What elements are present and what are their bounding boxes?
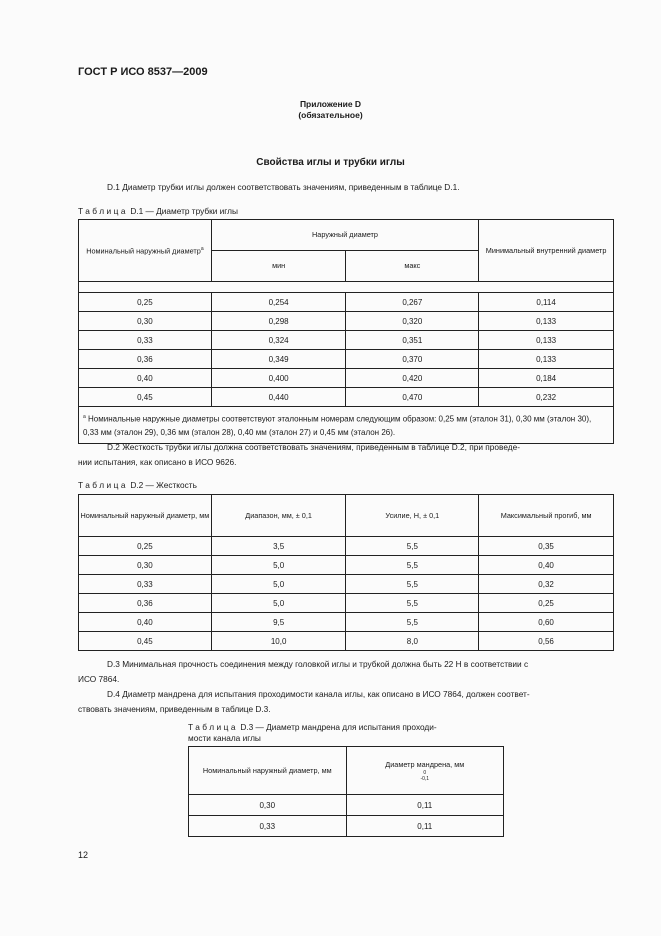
- cell: 3,5: [211, 537, 346, 556]
- table2-header-force: Усилие, Н, ± 0,1: [346, 495, 479, 537]
- table-row: [79, 293, 614, 312]
- cell: 0,40: [479, 556, 614, 575]
- cell: 5,0: [211, 575, 346, 594]
- cell: 0,11: [346, 795, 503, 816]
- cell: 5,5: [346, 575, 479, 594]
- document-code: ГОСТ Р ИСО 8537—2009: [78, 66, 208, 78]
- cell: 0,35: [479, 537, 614, 556]
- cell: 0,32: [479, 575, 614, 594]
- table1-footnote: [79, 407, 614, 444]
- cell: 0,33: [79, 331, 212, 350]
- table-row: [79, 575, 614, 594]
- cell: 0,267: [346, 293, 479, 312]
- cell: 0,133: [479, 350, 614, 369]
- tolerance-upper: 0: [423, 769, 427, 776]
- table2-header-range: Диапазон, мм, ± 0,1: [211, 495, 346, 537]
- cell: 0,11: [346, 816, 503, 837]
- paragraph-d3-line1: D.3 Минимальная прочность соединения между головкой иглы и трубкой должна быть 22 Н в соответствии с: [107, 659, 529, 669]
- footnote-marker: a: [83, 414, 86, 420]
- table1-header-min: мин: [211, 251, 346, 282]
- cell: 0,351: [346, 331, 479, 350]
- cell: 0,33: [189, 816, 347, 837]
- paragraph-d2-line2: нии испытания, как описано в ИСО 9626.: [78, 457, 237, 467]
- cell: 0,440: [211, 388, 346, 407]
- cell: 5,5: [346, 537, 479, 556]
- table-d2: [78, 494, 614, 651]
- cell: 0,133: [479, 331, 614, 350]
- cell: 0,45: [79, 632, 212, 651]
- cell: 0,324: [211, 331, 346, 350]
- cell: 0,45: [79, 388, 212, 407]
- cell: 5,0: [211, 556, 346, 575]
- paragraph-d3-line2: ИСО 7864.: [78, 674, 120, 684]
- table-row: [79, 331, 614, 350]
- cell: 0,370: [346, 350, 479, 369]
- cell: 0,33: [79, 575, 212, 594]
- table-row: [79, 537, 614, 556]
- table2-caption-text: D.2 — Жесткость: [130, 480, 197, 490]
- paragraph-d4-line1: D.4 Диаметр мандрена для испытания проходимости канала иглы, как описано в ИСО 7864, должен соответ-: [107, 689, 530, 699]
- appendix-status: (обязательное): [298, 110, 363, 120]
- cell: 0,25: [79, 537, 212, 556]
- table-d1: [78, 219, 614, 444]
- cell: 0,36: [79, 594, 212, 613]
- table1-header-inner: Минимальный внутренний диаметр: [479, 220, 614, 282]
- cell: 0,349: [211, 350, 346, 369]
- table-row: [189, 816, 504, 837]
- table-row: [79, 388, 614, 407]
- paragraph-d2-line1: D.2 Жесткость трубки иглы должна соответствовать значениям, приведенным в таблице D.2, при проведе-: [107, 442, 520, 452]
- table-d3: [188, 746, 504, 837]
- cell: 0,36: [79, 350, 212, 369]
- cell: 0,420: [346, 369, 479, 388]
- cell: 0,254: [211, 293, 346, 312]
- table3-caption-text: D.3 — Диаметр мандрена для испытания проходи-: [240, 722, 437, 732]
- cell: 0,25: [479, 594, 614, 613]
- cell: 0,232: [479, 388, 614, 407]
- cell: 0,470: [346, 388, 479, 407]
- cell: 0,320: [346, 312, 479, 331]
- cell: 0,184: [479, 369, 614, 388]
- table-row: [79, 594, 614, 613]
- cell: 0,114: [479, 293, 614, 312]
- table3-caption-line2: мости канала иглы: [188, 733, 261, 743]
- table1-header-nominal-label: Номинальный наружный диаметр: [86, 246, 201, 256]
- cell: 0,30: [189, 795, 347, 816]
- table3-caption: [188, 722, 437, 732]
- table1-header-outer: Наружный диаметр: [211, 220, 478, 251]
- table1-caption: [78, 206, 238, 216]
- cell: 0,60: [479, 613, 614, 632]
- table3-header-nominal: Номинальный наружный диаметр, мм: [189, 747, 347, 795]
- table-row: [79, 632, 614, 651]
- table1-header-nominal: [79, 220, 212, 282]
- cell: 0,40: [79, 613, 212, 632]
- table2-header-deflection: Максимальный прогиб, мм: [479, 495, 614, 537]
- footnote-marker: a: [200, 246, 204, 253]
- cell: 0,133: [479, 312, 614, 331]
- table3-caption-word: Таблица: [188, 722, 239, 732]
- cell: 10,0: [211, 632, 346, 651]
- cell: 0,40: [79, 369, 212, 388]
- section-title: Свойства иглы и трубки иглы: [256, 157, 405, 168]
- cell: 9,5: [211, 613, 346, 632]
- table2-caption: [78, 480, 197, 490]
- table1-footnote-text: Номинальные наружные диаметры соответствуют эталонным номерам следующим образом: 0,25 мм (эталон 31), 0,30 мм (эталон 30), 0,33 мм (эталон 29), 0,36 мм (эталон 28), 0,40 мм (эталон 27) и 0,45 мм (эталон 26).: [83, 414, 592, 437]
- cell: 0,25: [79, 293, 212, 312]
- table3-header-mandrel: [346, 747, 503, 795]
- cell: 5,5: [346, 594, 479, 613]
- tolerance-lower: -0,1: [420, 775, 430, 782]
- cell: 0,30: [79, 556, 212, 575]
- table2-header-nominal: Номинальный наружный диаметр, мм: [79, 495, 212, 537]
- cell: 0,400: [211, 369, 346, 388]
- table1-caption-text: D.1 — Диаметр трубки иглы: [130, 206, 238, 216]
- table1-caption-word: Таблица: [78, 206, 129, 216]
- cell: 5,0: [211, 594, 346, 613]
- appendix-title: Приложение D: [299, 99, 362, 109]
- table-row: [79, 613, 614, 632]
- cell: 5,5: [346, 556, 479, 575]
- cell: 0,56: [479, 632, 614, 651]
- table2-caption-word: Таблица: [78, 480, 129, 490]
- cell: 5,5: [346, 613, 479, 632]
- paragraph-d1: D.1 Диаметр трубки иглы должен соответствовать значениям, приведенным в таблице D.1.: [107, 182, 460, 192]
- cell: 8,0: [346, 632, 479, 651]
- table-row: [79, 369, 614, 388]
- cell: 0,298: [211, 312, 346, 331]
- cell: 0,30: [79, 312, 212, 331]
- paragraph-d4-line2: ствовать значениям, приведенным в таблице D.3.: [78, 704, 271, 714]
- table-row: [79, 312, 614, 331]
- table-row: [79, 556, 614, 575]
- table1-header-max: макс: [346, 251, 479, 282]
- table-row: [79, 350, 614, 369]
- table-row: [189, 795, 504, 816]
- table3-header-mandrel-label: Диаметр мандрена, мм: [385, 759, 465, 769]
- page-number: 12: [78, 850, 89, 860]
